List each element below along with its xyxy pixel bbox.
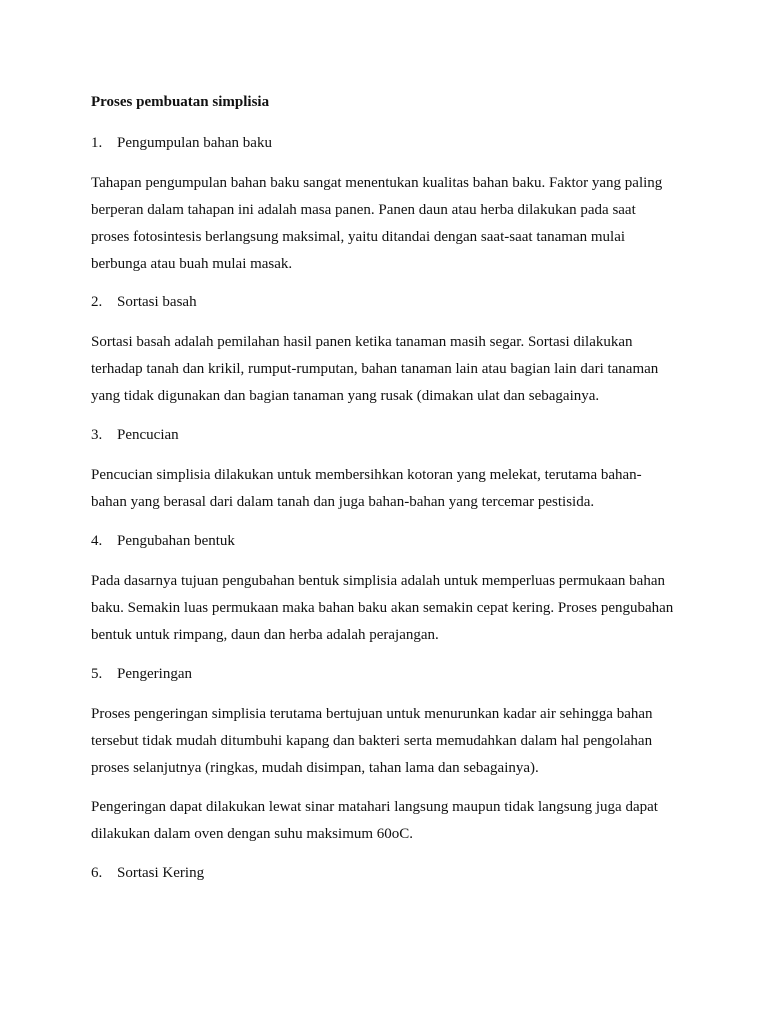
section-number: 2. [91,294,103,310]
paragraph-line: Pengeringan dapat dilakukan lewat sinar matahari langsung maupun tidak langsung juga dapat [91,799,658,815]
section-title: Pengumpulan bahan baku [117,135,272,151]
paragraph-line: proses fotosintesis berlangsung maksimal, yaitu ditandai dengan saat-saat tanaman mulai [91,229,626,245]
section-heading-1 [91,134,272,152]
paragraph-line: yang tidak digunakan dan bagian tanaman yang rusak (dimakan ulat dan sebagainya. [91,388,600,404]
section-heading-6 [91,864,204,882]
section-heading-3 [91,426,179,444]
document-title: Proses pembuatan simplisia [91,94,270,110]
section-title: Pencucian [117,427,179,443]
paragraph-line: proses selanjutnya (ringkas, mudah disimpan, tahan lama dan sebagainya). [91,760,539,776]
section-number: 3. [91,427,103,443]
paragraph-line: Tahapan pengumpulan bahan baku sangat menentukan kualitas bahan baku. Faktor yang paling [91,175,663,191]
paragraph-line: bentuk untuk rimpang, daun dan herba adalah perajangan. [91,627,439,643]
paragraph-2 [91,333,691,414]
paragraph-1 [91,174,691,282]
paragraph-line: berbunga atau buah mulai masak. [91,256,293,272]
paragraph-line: berperan dalam tahapan ini adalah masa panen. Panen daun atau herba dilakukan pada saat [91,202,636,218]
paragraph-line: bahan yang berasal dari dalam tanah dan juga bahan-bahan yang tercemar pestisida. [91,494,595,510]
paragraph-line: Pencucian simplisia dilakukan untuk membersihkan kotoran yang melekat, terutama bahan- [91,467,642,483]
section-title: Sortasi basah [117,294,197,310]
section-heading-4 [91,532,235,550]
paragraph-line: dilakukan dalam oven dengan suhu maksimum 60oC. [91,826,414,842]
section-heading-5 [91,665,192,683]
paragraph-line: Pada dasarnya tujuan pengubahan bentuk simplisia adalah untuk memperluas permukaan bahan [91,573,665,589]
paragraph-3 [91,466,691,520]
paragraph-4 [91,572,691,653]
paragraph-6 [91,798,691,852]
paragraph-line: baku. Semakin luas permukaan maka bahan baku akan semakin cepat kering. Proses pengubahan [91,600,674,616]
section-number: 4. [91,533,103,549]
paragraph-line: terhadap tanah dan krikil, rumput-rumputan, bahan tanaman lain atau bagian lain dari tanaman [91,361,659,377]
section-number: 1. [91,135,103,151]
section-number: 5. [91,666,103,682]
section-title: Sortasi Kering [117,865,205,881]
section-title: Pengubahan bentuk [117,533,235,549]
paragraph-line: Sortasi basah adalah pemilahan hasil panen ketika tanaman masih segar. Sortasi dilakukan [91,334,633,350]
section-title: Pengeringan [117,666,192,682]
paragraph-5 [91,705,691,786]
paragraph-line: Proses pengeringan simplisia terutama bertujuan untuk menurunkan kadar air sehingga bahan [91,706,653,722]
section-number: 6. [91,865,103,881]
section-heading-2 [91,293,197,311]
paragraph-line: tersebut tidak mudah ditumbuhi kapang dan bakteri serta memudahkan dalam hal pengolahan [91,733,653,749]
